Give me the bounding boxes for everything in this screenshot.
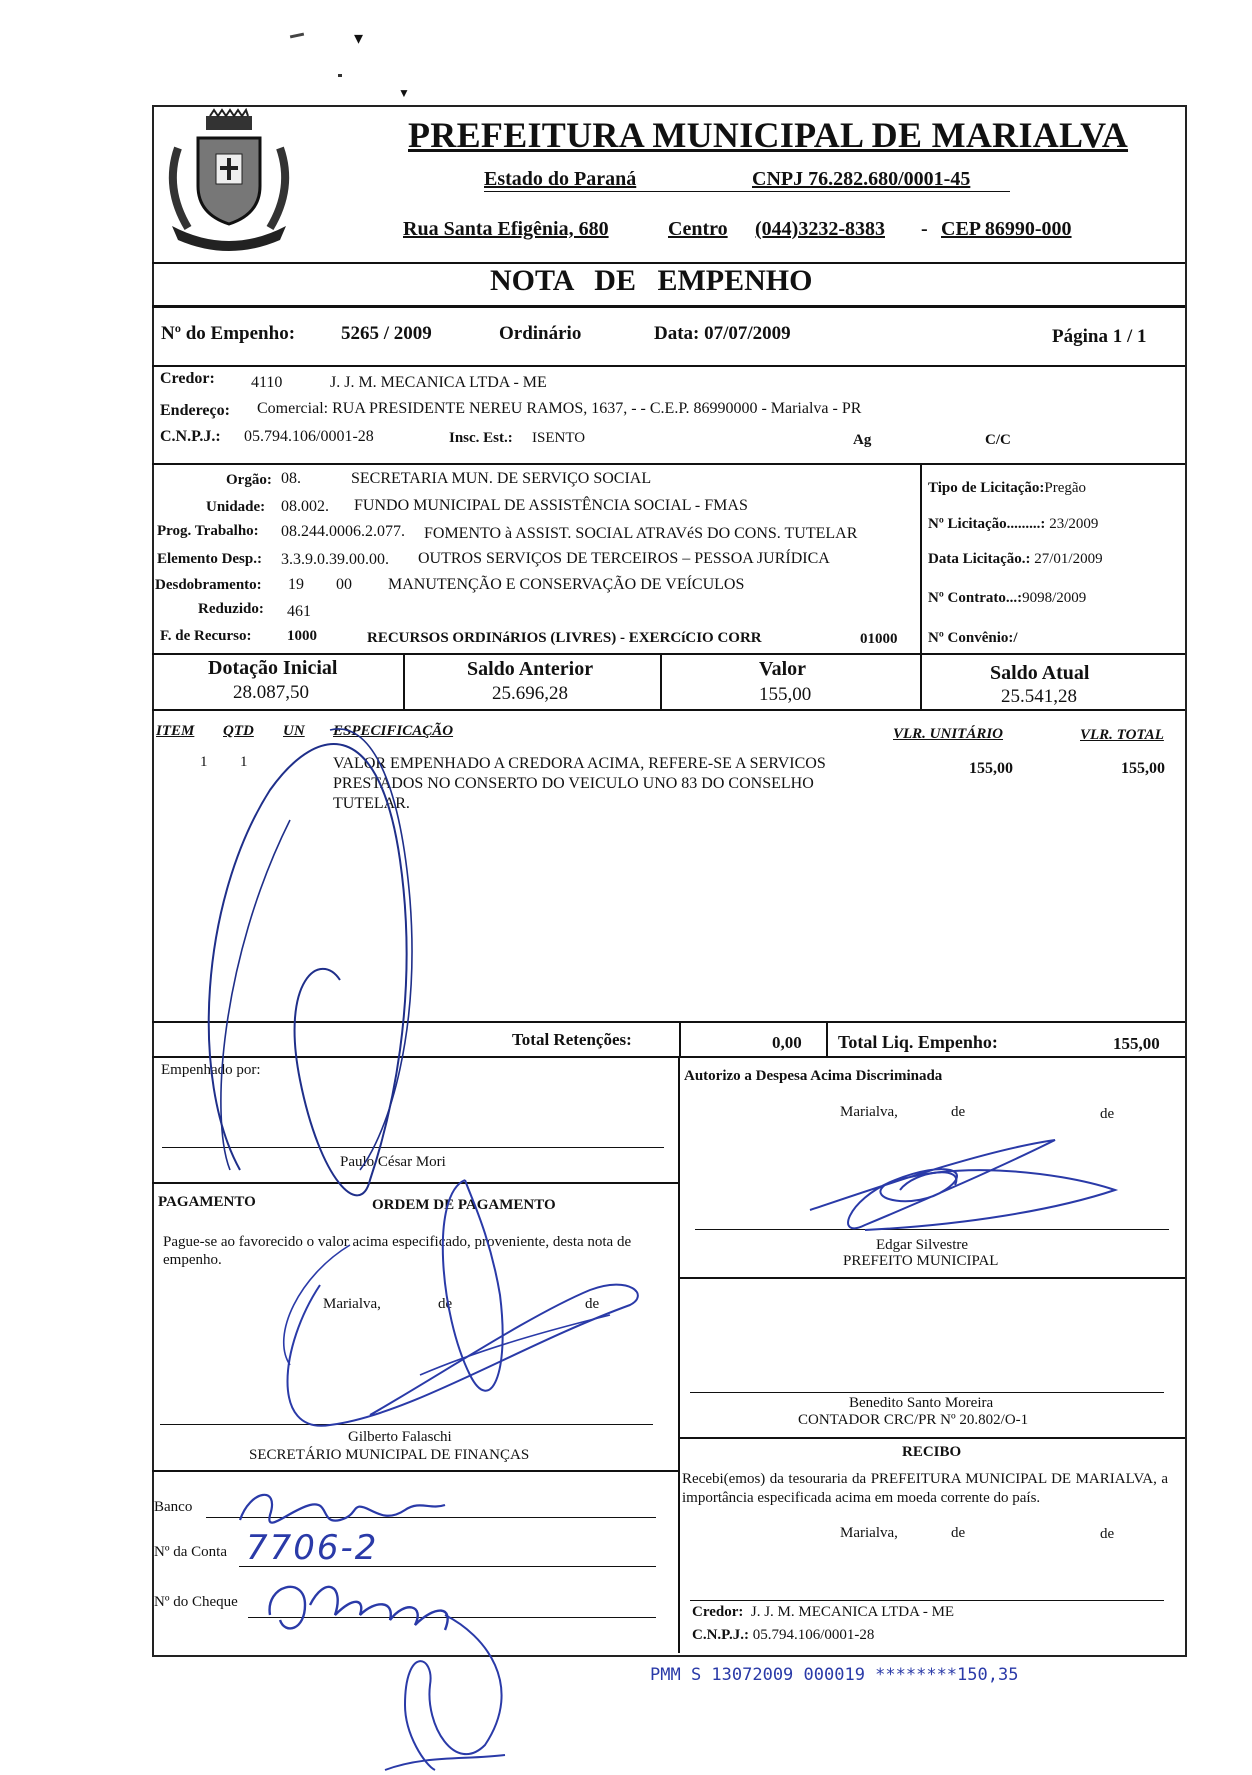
vdivider [826, 1021, 828, 1057]
liq-empenho-label: Total Liq. Empenho: [838, 1032, 998, 1052]
prefeito-name: Edgar Silvestre [876, 1237, 969, 1253]
ag-label: Ag [853, 432, 872, 448]
recurso-label: F. de Recurso: [160, 628, 252, 644]
col-vlr-unitario: VLR. UNITÁRIO [893, 726, 1004, 742]
cnpj-label: C.N.P.J.: [160, 428, 221, 445]
col-especificacao: ESPECIFICAÇÃO [333, 723, 454, 739]
contrato-label: Nº Contrato...: [928, 590, 1023, 606]
credor-cnpj: 05.794.106/0001-28 [244, 428, 374, 445]
prefeito-role: PREFEITO MUNICIPAL [843, 1253, 999, 1269]
desdob-a: 19 [288, 576, 304, 593]
credor-code: 4110 [251, 374, 283, 391]
tipo-licitacao-label: Tipo de Licitação: [928, 480, 1045, 496]
orgao-label: Orgão: [226, 472, 272, 488]
header-cep: CEP 86990-000 [941, 218, 1072, 240]
prog-label: Prog. Trabalho: [157, 523, 259, 539]
item-number: 1 [200, 754, 208, 770]
cc-label: C/C [985, 432, 1011, 448]
saldo-anterior-value: 25.696,28 [492, 683, 568, 704]
secretario-role: SECRETÁRIO MUNICIPAL DE FINANÇAS [249, 1447, 530, 1463]
scan-mark [338, 74, 342, 77]
vdivider [920, 653, 922, 709]
banco-label: Banco [154, 1499, 193, 1515]
empenhado-name: Paulo César Mori [340, 1154, 446, 1170]
elemento-label: Elemento Desp.: [157, 551, 262, 567]
divider [678, 1277, 1185, 1279]
convenio-label: Nº Convênio:/ [928, 630, 1018, 646]
orgao-code: 08. [281, 470, 301, 487]
credor-name: J. J. M. MECANICA LTDA - ME [330, 374, 547, 391]
divider [152, 1470, 679, 1472]
signature-cheque [265, 1575, 525, 1775]
num-licitacao-value: 23/2009 [1049, 516, 1099, 532]
scan-mark: ▾ [354, 28, 364, 48]
credor-ie: ISENTO [532, 430, 586, 446]
valor-label: Valor [759, 658, 807, 680]
header-district: Centro [668, 218, 728, 240]
scan-mark: ▼ [398, 86, 410, 100]
recibo-place: Marialva, [840, 1525, 898, 1541]
reduzido-label: Reduzido: [198, 601, 264, 617]
item-unit-value: 155,00 [969, 760, 1013, 777]
ordem-pagamento-label: ORDEM DE PAGAMENTO [372, 1197, 556, 1213]
divider [678, 1437, 1185, 1439]
elemento-name: OUTROS SERVIÇOS DE TERCEIROS – PESSOA JURÍDICA [418, 550, 830, 567]
data-licitacao-value: 27/01/2009 [1034, 551, 1103, 567]
liq-empenho-value: 155,00 [1113, 1034, 1160, 1053]
signature-empenhado [180, 700, 640, 1220]
saldo-anterior-label: Saldo Anterior [467, 658, 594, 680]
item-total-value: 155,00 [1121, 760, 1165, 777]
data-licitacao-label: Data Licitação.: [928, 551, 1031, 567]
contrato-value: 9098/2009 [1022, 590, 1087, 606]
vdivider [920, 463, 922, 653]
num-licitacao [928, 516, 1098, 533]
recibo-cnpj-label: C.N.P.J.: [692, 1627, 749, 1643]
contador-name: Benedito Santo Moreira [849, 1395, 994, 1411]
signature-secretario [270, 1175, 650, 1455]
recurso-name: RECURSOS ORDINáRIOS (LIVRES) - EXERCíCIO CORR [367, 630, 762, 646]
col-qtd: QTD [223, 723, 254, 739]
divider [152, 653, 1185, 655]
saldo-atual-label: Saldo Atual [990, 662, 1090, 684]
empenho-page: Página 1 / 1 [1052, 326, 1147, 347]
pagamento-de1: de [438, 1296, 453, 1312]
data-licitacao [928, 551, 1103, 568]
unidade-label: Unidade: [206, 499, 266, 515]
pagamento-de2: de [585, 1296, 600, 1312]
tipo-licitacao [928, 480, 1086, 497]
pagamento-label: PAGAMENTO [158, 1194, 256, 1210]
col-item: ITEM [156, 723, 195, 739]
empenho-number: 5265 / 2009 [341, 323, 432, 344]
item-desc-line1: VALOR EMPENHADO A CREDORA ACIMA, REFERE-SE A SERVICOS [333, 755, 826, 772]
col-un: UN [283, 723, 305, 739]
divider [152, 305, 1185, 308]
prog-name: FOMENTO à ASSIST. SOCIAL ATRAVéS DO CONS. TUTELAR [424, 525, 858, 542]
recibo-cnpj-value: 05.794.106/0001-28 [752, 1627, 875, 1643]
recurso-suffix: 01000 [860, 631, 898, 647]
signature-banco [230, 1480, 460, 1540]
cheque-label: Nº do Cheque [154, 1594, 238, 1610]
desdob-name: MANUTENÇÃO E CONSERVAÇÃO DE VEÍCULOS [388, 576, 745, 593]
empenho-date: Data: 07/07/2009 [654, 323, 791, 344]
valor-value: 155,00 [759, 684, 812, 705]
recibo-cnpj [692, 1627, 874, 1644]
item-desc-line3: TUTELAR. [333, 795, 410, 812]
recibo-de1: de [951, 1525, 966, 1541]
contrato [928, 590, 1086, 607]
orgao-name: SECRETARIA MUN. DE SERVIÇO SOCIAL [351, 470, 652, 487]
recibo-credor-label: Credor: [692, 1604, 744, 1620]
recibo-credor-value: J. J. M. MECANICA LTDA - ME [750, 1604, 955, 1620]
recibo-text: Recebi(emos) da tesouraria da PREFEITURA MUNICIPAL DE MARIALVA, a importância especificada acima em moeda corrente do país. [682, 1471, 1168, 1506]
empenho-label: Nº do Empenho: [161, 323, 296, 344]
recibo-label: RECIBO [902, 1444, 962, 1460]
tipo-licitacao-value: Pregão [1044, 480, 1087, 496]
divider [152, 365, 1185, 367]
ie-label: Insc. Est.: [449, 430, 513, 446]
desdob-b: 00 [336, 576, 352, 593]
item-qtd: 1 [240, 754, 248, 770]
col-vlr-total: VLR. TOTAL [1080, 727, 1164, 743]
elemento-code: 3.3.9.0.39.00.00. [281, 551, 389, 568]
divider [152, 463, 1185, 465]
credor-address: Comercial: RUA PRESIDENTE NEREU RAMOS, 1637, - - C.E.P. 86990000 - Marialva - PR [257, 400, 862, 417]
header-title: PREFEITURA MUNICIPAL DE MARIALVA [408, 115, 1129, 155]
empenhado-label: Empenhado por: [161, 1062, 261, 1078]
endereco-label: Endereço: [160, 402, 230, 419]
autorizo-label: Autorizo a Despesa Acima Discriminada [684, 1068, 943, 1084]
pagamento-text: Pague-se ao favorecido o valor acima especificado, proveniente, desta nota de empenho. [163, 1234, 632, 1268]
contador-role: CONTADOR CRC/PR Nº 20.802/O-1 [798, 1412, 1029, 1428]
coat-of-arms-logo [158, 108, 300, 256]
scan-mark [290, 33, 304, 39]
signature-line [690, 1392, 1164, 1393]
credor-label: Credor: [160, 370, 215, 387]
bank-stamp: PMM S 13072009 000019 ********150,35 [650, 1665, 1019, 1685]
vdivider [678, 1056, 680, 1653]
conta-label: Nº da Conta [154, 1544, 227, 1560]
reduzido-value: 461 [287, 603, 311, 620]
autorizo-de2: de [1100, 1106, 1115, 1122]
vdivider [679, 1021, 681, 1057]
recibo-de2: de [1100, 1526, 1115, 1542]
vdivider [660, 653, 662, 709]
retencoes-value: 0,00 [772, 1033, 802, 1052]
unidade-name: FUNDO MUNICIPAL DE ASSISTÊNCIA SOCIAL - FMAS [354, 497, 748, 514]
state-underline [484, 191, 1010, 192]
header-state: Estado do Paraná [484, 168, 637, 190]
secretario-name: Gilberto Falaschi [348, 1429, 452, 1445]
empenho-type: Ordinário [499, 323, 582, 344]
header-address: Rua Santa Efigênia, 680 [403, 218, 609, 240]
conta-handwritten: 7706-2 [246, 1528, 379, 1568]
unidade-code: 08.002. [281, 498, 329, 515]
prog-code: 08.244.0006.2.077. [281, 523, 405, 540]
pagamento-place: Marialva, [323, 1296, 381, 1312]
header-phone: (044)3232-8383 [755, 218, 885, 240]
header-cnpj: CNPJ 76.282.680/0001-45 [752, 168, 971, 190]
saldo-atual-value: 25.541,28 [1001, 686, 1077, 707]
autorizo-place: Marialva, [840, 1104, 898, 1120]
recibo-credor [692, 1604, 954, 1621]
num-licitacao-label: Nº Licitação.........: [928, 516, 1046, 532]
doc-title: NOTA DE EMPENHO [490, 264, 813, 297]
dotacao-value: 28.087,50 [233, 682, 309, 703]
item-desc-line2: PRESTADOS NO CONSERTO DO VEICULO UNO 83 DO CONSELHO [333, 775, 814, 792]
signature-prefeito [805, 1130, 1135, 1240]
recurso-code: 1000 [287, 628, 317, 644]
autorizo-de1: de [951, 1104, 966, 1120]
header-dash: - [921, 218, 928, 240]
signature-line [690, 1600, 1164, 1601]
desdob-label: Desdobramento: [155, 577, 262, 593]
retencoes-label: Total Retenções: [512, 1030, 632, 1049]
dotacao-label: Dotação Inicial [208, 657, 338, 679]
